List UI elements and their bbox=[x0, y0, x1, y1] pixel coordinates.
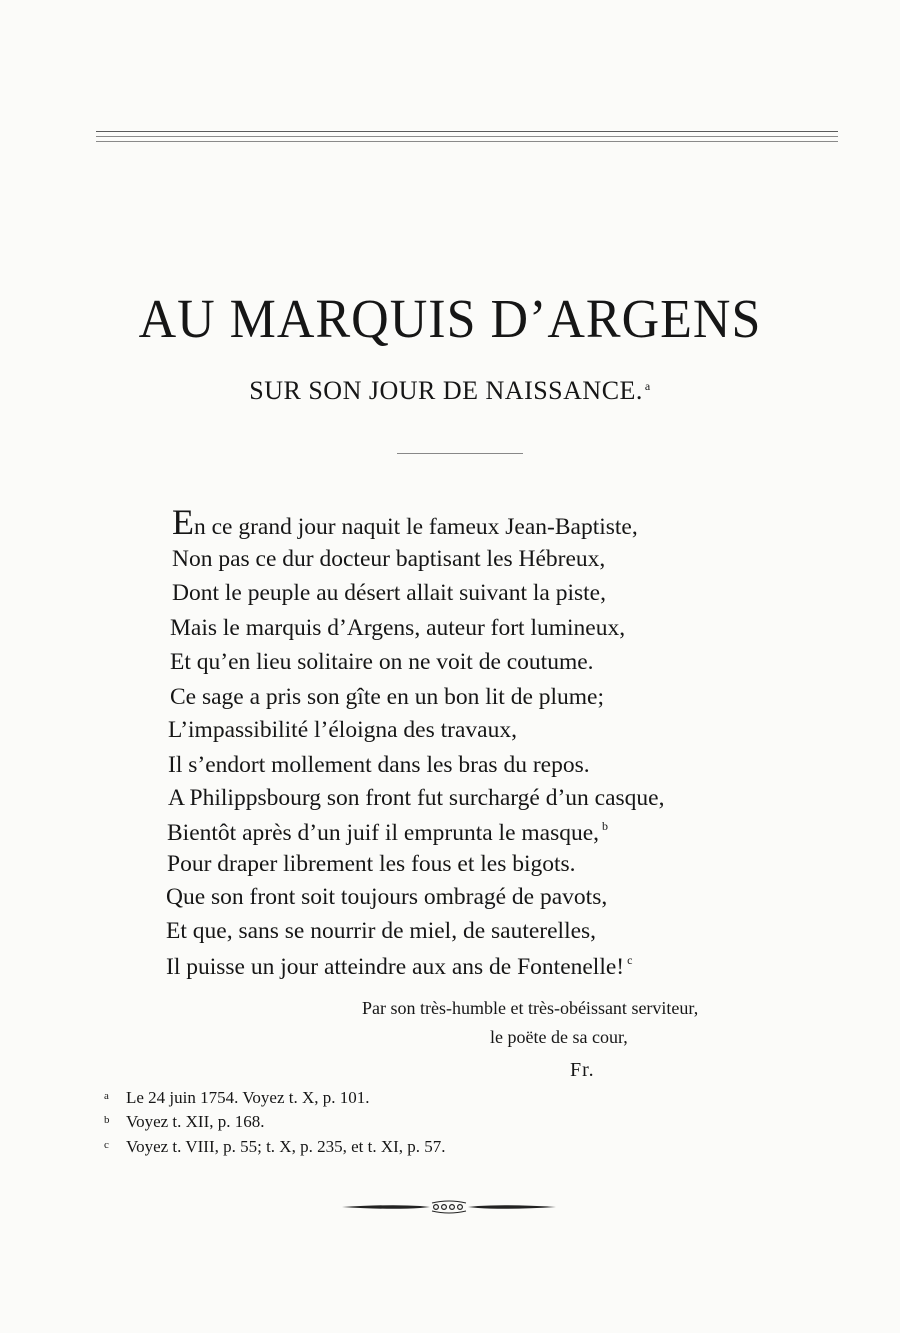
subtitle-text: SUR SON JOUR DE NAISSANCE. bbox=[249, 376, 643, 405]
signature-line-2: le poëte de sa cour, bbox=[490, 1027, 628, 1047]
verse-line-8: Il s’endort mollement dans les bras du repos. bbox=[168, 752, 590, 778]
footnote-mark: c bbox=[104, 1139, 109, 1151]
tailpiece-ornament bbox=[340, 1198, 558, 1216]
footnote-ref-b: b bbox=[602, 819, 609, 833]
verse-text: Bientôt après d’un juif il emprunta le masque, bbox=[167, 820, 600, 846]
verse-line-14 bbox=[166, 954, 632, 980]
page-subtitle bbox=[0, 376, 900, 406]
footnote-mark: a bbox=[104, 1090, 109, 1102]
verse-line-11: Pour draper librement les fous et les bigots. bbox=[167, 851, 576, 877]
drop-cap: E bbox=[172, 502, 194, 542]
verse-text: Il puisse un jour atteindre aux ans de Fontenelle! bbox=[166, 954, 625, 980]
footnote-c bbox=[104, 1137, 446, 1157]
verse-line-1 bbox=[172, 502, 638, 542]
footnote-mark: b bbox=[104, 1114, 110, 1126]
verse-line-5: Et qu’en lieu solitaire on ne voit de coutume. bbox=[170, 649, 594, 675]
footnote-text: Le 24 juin 1754. Voyez t. X, p. 101. bbox=[126, 1088, 370, 1107]
verse-line-7: L’impassibilité l’éloigna des travaux, bbox=[168, 717, 517, 743]
signature-line-1: Par son très-humble et très-obéissant serviteur, bbox=[362, 998, 699, 1018]
footnote-a bbox=[104, 1088, 370, 1108]
footnote-text: Voyez t. VIII, p. 55; t. X, p. 235, et t. XI, p. 57. bbox=[126, 1137, 446, 1156]
divider-rule bbox=[397, 453, 523, 454]
verse-line-2: Non pas ce dur docteur baptisant les Hébreux, bbox=[172, 546, 606, 572]
verse-line-9: A Philippsbourg son front fut surchargé d’un casque, bbox=[168, 785, 665, 811]
page-title: AU MARQUIS D’ARGENS bbox=[138, 289, 762, 350]
footnote-ref-a: a bbox=[644, 379, 651, 393]
verse-line-12: Que son front soit toujours ombragé de pavots, bbox=[166, 884, 608, 910]
footnote-b bbox=[104, 1112, 265, 1132]
verse-line-3: Dont le peuple au désert allait suivant la piste, bbox=[172, 580, 606, 606]
verse-line-4: Mais le marquis d’Argens, auteur fort lumineux, bbox=[170, 615, 626, 641]
verse-text: n ce grand jour naquit le fameux Jean-Baptiste, bbox=[194, 514, 638, 540]
footnote-text: Voyez t. XII, p. 168. bbox=[126, 1112, 265, 1131]
verse-line-13: Et que, sans se nourrir de miel, de sauterelles, bbox=[166, 918, 597, 944]
verse-line-10 bbox=[167, 820, 608, 846]
signature-name: Fr. bbox=[570, 1059, 595, 1081]
footnote-ref-c: c bbox=[627, 953, 633, 967]
verse-line-6: Ce sage a pris son gîte en un bon lit de plume; bbox=[170, 684, 605, 710]
header-rule bbox=[96, 131, 838, 145]
